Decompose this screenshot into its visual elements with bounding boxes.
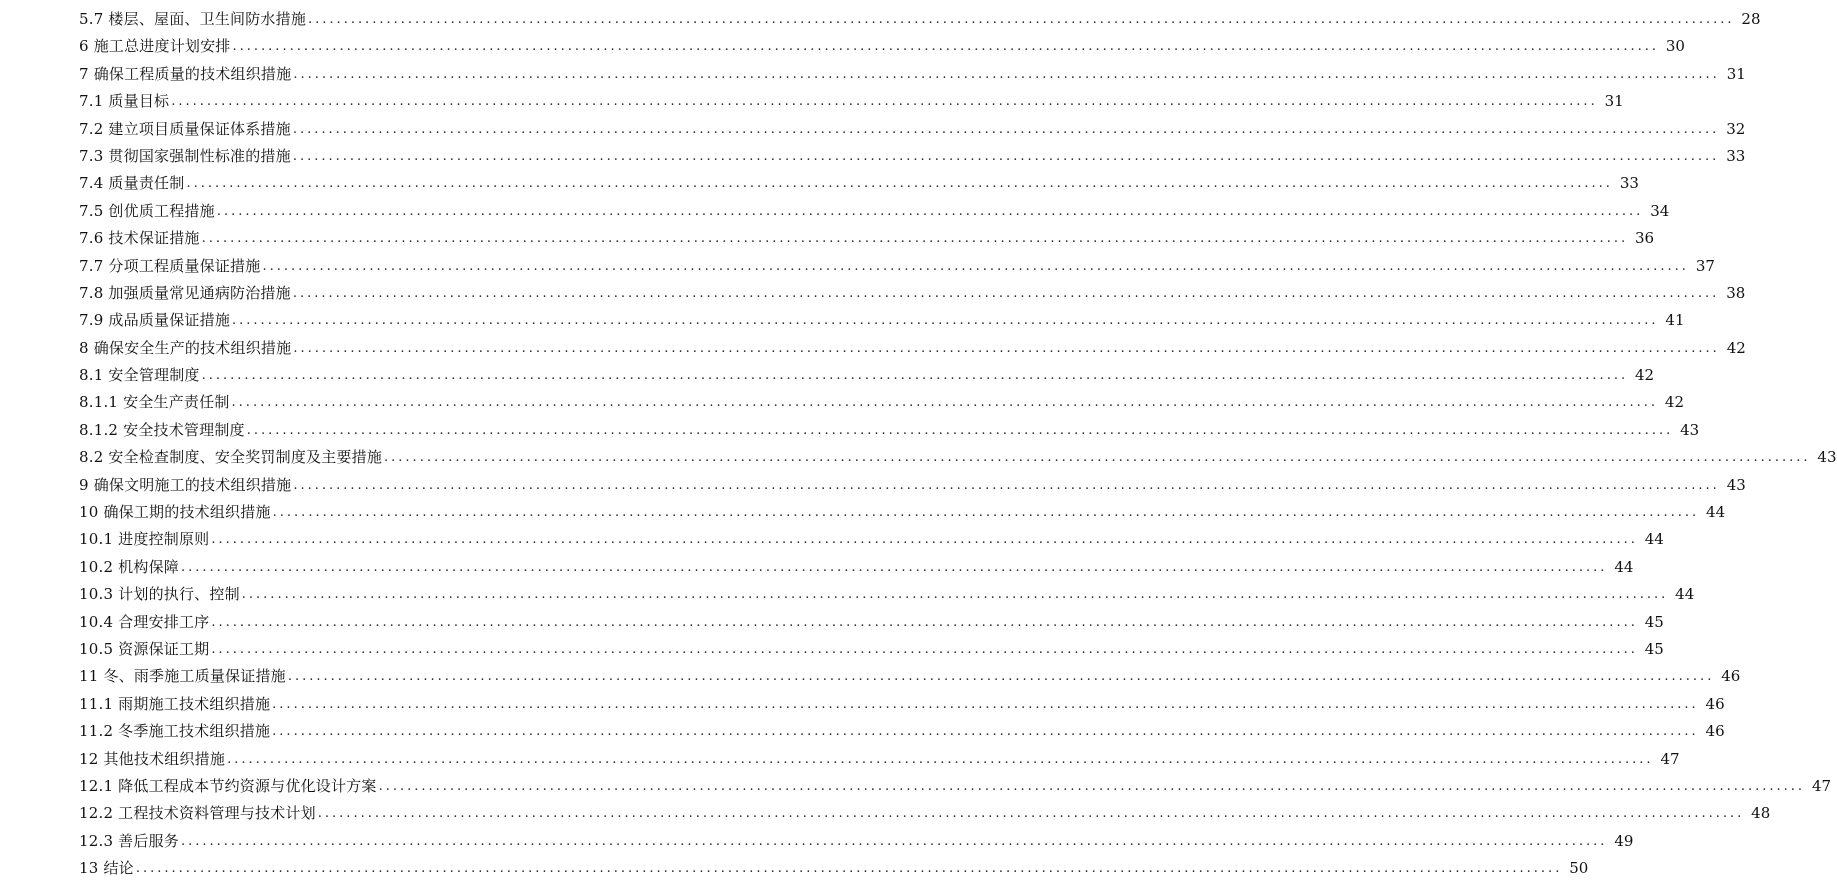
dot-leader: ........................................................................................................................................................................................................: [232, 313, 1659, 329]
dot-leader: ........................................................................................................................................................................................................: [201, 368, 1629, 384]
toc-entry-page: 44: [1614, 557, 1634, 576]
toc-entry-title: 10.4 合理安排工序: [79, 612, 210, 631]
dot-leader: ........................................................................................................................................................................................................: [272, 724, 1699, 740]
toc-entry[interactable]: [79, 225, 1655, 252]
dot-leader: ........................................................................................................................................................................................................: [292, 285, 1720, 301]
toc-entry-title: 10.2 机构保障: [79, 557, 179, 576]
toc-entry[interactable]: [79, 307, 1685, 334]
toc-entry-page: 46: [1721, 667, 1741, 686]
toc-entry[interactable]: [79, 800, 1771, 827]
toc-entry-page: 47: [1811, 776, 1832, 795]
toc-entry-title: 8.1.1 安全生产责任制: [79, 393, 230, 412]
dot-leader: ........................................................................................................................................................................................................: [293, 66, 1720, 82]
dot-leader: ........................................................................................................................................................................................................: [378, 778, 1806, 794]
toc-entry-title: 12.2 工程技术资料管理与技术计划: [79, 804, 316, 823]
toc-entry[interactable]: [79, 61, 1746, 88]
toc-entry-title: 7.7 分项工程质量保证措施: [79, 256, 261, 275]
toc-entry-page: 44: [1706, 503, 1726, 522]
toc-entry[interactable]: [79, 389, 1685, 416]
dot-leader: ........................................................................................................................................................................................................: [317, 806, 1745, 822]
toc-entry-title: 10.1 进度控制原则: [79, 530, 210, 549]
toc-entry-title: 8.2 安全检查制度、安全奖罚制度及主要措施: [79, 448, 383, 467]
dot-leader: ........................................................................................................................................................................................................: [272, 505, 1700, 521]
toc-entry[interactable]: [79, 6, 1761, 33]
toc-entry[interactable]: [79, 718, 1725, 745]
toc-entry-page: 41: [1665, 311, 1685, 330]
dot-leader: ........................................................................................................................................................................................................: [231, 395, 1659, 411]
dot-leader: ........................................................................................................................................................................................................: [171, 94, 1598, 110]
toc-entry[interactable]: [79, 636, 1664, 663]
toc-entry-title: 5.7 楼层、屋面、卫生间防水措施: [79, 10, 307, 28]
toc-entry[interactable]: [79, 663, 1741, 690]
dot-leader: ........................................................................................................................................................................................................: [293, 477, 1720, 493]
toc-entry-page: 31: [1604, 92, 1624, 111]
toc-entry-page: 43: [1817, 448, 1837, 467]
dot-leader: ........................................................................................................................................................................................................: [262, 258, 1689, 274]
toc-entry-title: 10.3 计划的执行、控制: [79, 585, 240, 604]
toc-entry-page: 37: [1695, 256, 1715, 275]
toc-entry[interactable]: [79, 280, 1746, 307]
toc-entry[interactable]: [79, 609, 1664, 636]
dot-leader: ........................................................................................................................................................................................................: [287, 669, 1715, 685]
toc-entry-page: 30: [1665, 37, 1685, 56]
toc-entry-title: 8 确保安全生产的技术组织措施: [79, 338, 292, 357]
toc-entry-page: 49: [1614, 831, 1634, 850]
dot-leader: ........................................................................................................................................................................................................: [292, 121, 1720, 137]
toc-entry[interactable]: [79, 691, 1725, 718]
toc-entry-page: 34: [1650, 201, 1670, 220]
dot-leader: ........................................................................................................................................................................................................: [186, 176, 1613, 192]
toc-entry[interactable]: [79, 335, 1746, 362]
toc-entry-title: 8.1.2 安全技术管理制度: [79, 420, 245, 439]
table-of-contents: [79, 6, 1837, 883]
dot-leader: ........................................................................................................................................................................................................: [246, 422, 1674, 438]
toc-entry-page: 42: [1726, 338, 1746, 357]
toc-entry[interactable]: [79, 143, 1746, 170]
dot-leader: ........................................................................................................................................................................................................: [135, 861, 1563, 877]
toc-entry-title: 12.3 善后服务: [79, 831, 179, 850]
toc-entry-page: 50: [1569, 859, 1589, 878]
toc-entry-page: 45: [1644, 639, 1664, 658]
toc-entry-page: 38: [1726, 283, 1746, 302]
dot-leader: ........................................................................................................................................................................................................: [211, 641, 1638, 657]
dot-leader: ........................................................................................................................................................................................................: [180, 559, 1608, 575]
toc-entry[interactable]: [79, 828, 1634, 855]
toc-entry-title: 7.6 技术保证措施: [79, 229, 200, 248]
toc-entry-page: 43: [1680, 420, 1700, 439]
toc-entry-title: 9 确保文明施工的技术组织措施: [79, 475, 292, 494]
toc-entry-page: 33: [1726, 146, 1746, 165]
toc-entry[interactable]: [79, 253, 1715, 280]
toc-entry-page: 28: [1741, 10, 1761, 28]
toc-entry[interactable]: [79, 362, 1655, 389]
dot-leader: ........................................................................................................................................................................................................: [227, 751, 1654, 767]
dot-leader: ........................................................................................................................................................................................................: [241, 587, 1669, 603]
dot-leader: ........................................................................................................................................................................................................: [308, 12, 1735, 27]
toc-entry[interactable]: [79, 88, 1624, 115]
toc-entry[interactable]: [79, 170, 1639, 197]
toc-entry-page: 36: [1635, 229, 1655, 248]
toc-entry[interactable]: [79, 444, 1837, 471]
toc-entry-title: 7.8 加强质量常见通病防治措施: [79, 283, 291, 302]
toc-entry[interactable]: [79, 855, 1589, 882]
toc-entry[interactable]: [79, 198, 1670, 225]
toc-entry[interactable]: [79, 417, 1700, 444]
dot-leader: ........................................................................................................................................................................................................: [384, 450, 1811, 466]
toc-entry-title: 7.1 质量目标: [79, 92, 170, 111]
dot-leader: ........................................................................................................................................................................................................: [201, 231, 1629, 247]
toc-entry-title: 13 结论: [79, 859, 134, 878]
toc-entry-page: 44: [1644, 530, 1664, 549]
toc-entry-title: 11 冬、雨季施工质量保证措施: [79, 667, 286, 686]
toc-entry-title: 7.5 创优质工程措施: [79, 201, 215, 220]
toc-entry-title: 10.5 资源保证工期: [79, 639, 210, 658]
toc-entry-page: 32: [1726, 119, 1746, 138]
toc-entry-title: 7.4 质量责任制: [79, 174, 185, 193]
toc-entry-title: 7.9 成品质量保证措施: [79, 311, 231, 330]
toc-entry[interactable]: [79, 581, 1695, 608]
toc-entry-title: 8.1 安全管理制度: [79, 366, 200, 385]
toc-entry[interactable]: [79, 472, 1746, 499]
toc-entry-page: 45: [1644, 612, 1664, 631]
dot-leader: ........................................................................................................................................................................................................: [293, 340, 1720, 356]
toc-entry-page: 31: [1726, 64, 1746, 83]
toc-entry-title: 10 确保工期的技术组织措施: [79, 503, 271, 522]
toc-entry[interactable]: [79, 526, 1664, 553]
dot-leader: ........................................................................................................................................................................................................: [216, 203, 1644, 219]
dot-leader: ........................................................................................................................................................................................................: [232, 39, 1659, 55]
dot-leader: ........................................................................................................................................................................................................: [211, 532, 1638, 548]
toc-entry-title: 11.2 冬季施工技术组织措施: [79, 722, 271, 741]
toc-entry-title: 12 其他技术组织措施: [79, 749, 226, 768]
toc-entry-page: 47: [1660, 749, 1680, 768]
toc-entry-page: 46: [1705, 694, 1725, 713]
toc-entry-title: 12.1 降低工程成本节约资源与优化设计方案: [79, 776, 377, 795]
toc-entry-title: 6 施工总进度计划安排: [79, 37, 231, 56]
toc-entry[interactable]: [79, 746, 1680, 773]
dot-leader: ........................................................................................................................................................................................................: [292, 148, 1720, 164]
dot-leader: ........................................................................................................................................................................................................: [272, 696, 1699, 712]
toc-entry-page: 42: [1664, 393, 1685, 412]
toc-entry[interactable]: [79, 554, 1634, 581]
toc-entry-title: 11.1 雨期施工技术组织措施: [79, 694, 271, 713]
toc-entry-page: 44: [1675, 585, 1695, 604]
toc-entry-title: 7 确保工程质量的技术组织措施: [79, 64, 292, 83]
toc-entry-title: 7.2 建立项目质量保证体系措施: [79, 119, 291, 138]
toc-entry[interactable]: [79, 773, 1832, 800]
toc-entry[interactable]: [79, 499, 1726, 526]
dot-leader: ........................................................................................................................................................................................................: [211, 614, 1638, 630]
toc-entry-page: 33: [1619, 174, 1639, 193]
toc-entry-page: 42: [1635, 366, 1655, 385]
dot-leader: ........................................................................................................................................................................................................: [180, 833, 1608, 849]
toc-entry-page: 43: [1726, 475, 1746, 494]
toc-entry-title: 7.3 贯彻国家强制性标准的措施: [79, 146, 291, 165]
toc-entry[interactable]: [79, 116, 1746, 143]
toc-entry[interactable]: [79, 33, 1685, 60]
toc-entry-page: 46: [1705, 722, 1725, 741]
toc-entry-page: 48: [1751, 804, 1771, 823]
